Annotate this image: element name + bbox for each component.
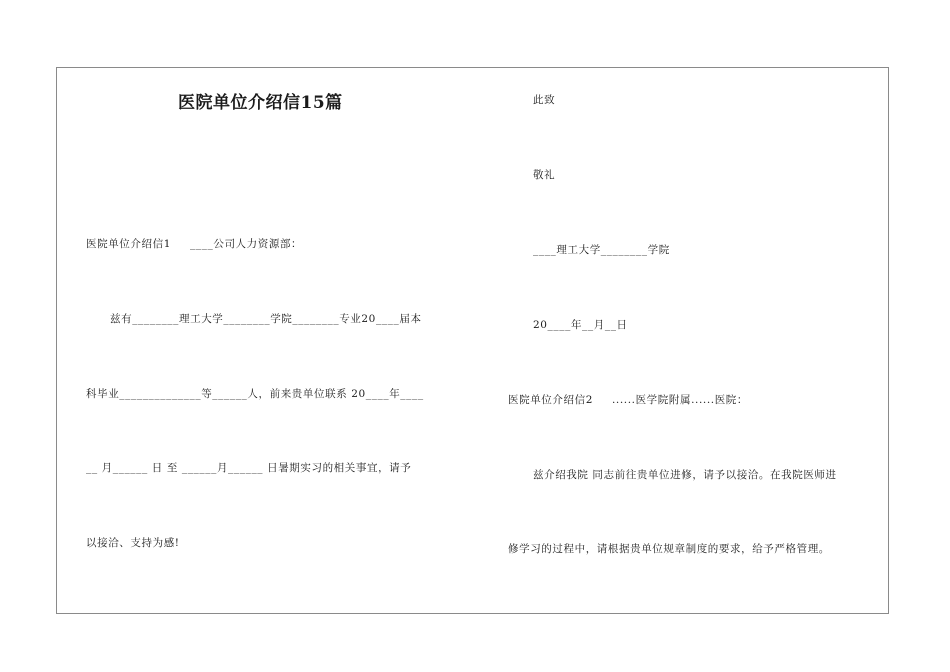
letter2-body-line1: 兹介绍我院 同志前往贵单位进修，请予以接洽。在我院医师进: [533, 469, 837, 481]
letter2-heading: 医院单位介绍信2 ......医学院附属......医院：: [508, 394, 749, 406]
letter1-body-line3: __ 月______ 日 至 ______月______ 日暑期实习的相关事宜，请予: [86, 462, 412, 474]
letter1-body-line4: 以接洽、支持为感!: [86, 537, 180, 549]
closing-salutation: 此致: [533, 94, 556, 106]
document-title: 医院单位介绍信15篇: [178, 93, 343, 113]
letter2-body-line2: 修学习的过程中，请根据贵单位规章制度的要求，给予严格管理。: [508, 543, 830, 555]
page-frame: [56, 67, 889, 614]
letter1-body-line2: 科毕业______________等______人，前来贵单位联系 20____年____: [86, 388, 424, 400]
closing-regards: 敬礼: [533, 169, 556, 181]
signature-line: ____理工大学________学院: [533, 244, 670, 256]
letter1-heading: 医院单位介绍信1 ____公司人力资源部：: [86, 238, 303, 250]
date-line: 20____年__月__日: [533, 319, 628, 331]
letter1-body-line1: 兹有________理工大学________学院________专业20____届本: [110, 313, 422, 325]
